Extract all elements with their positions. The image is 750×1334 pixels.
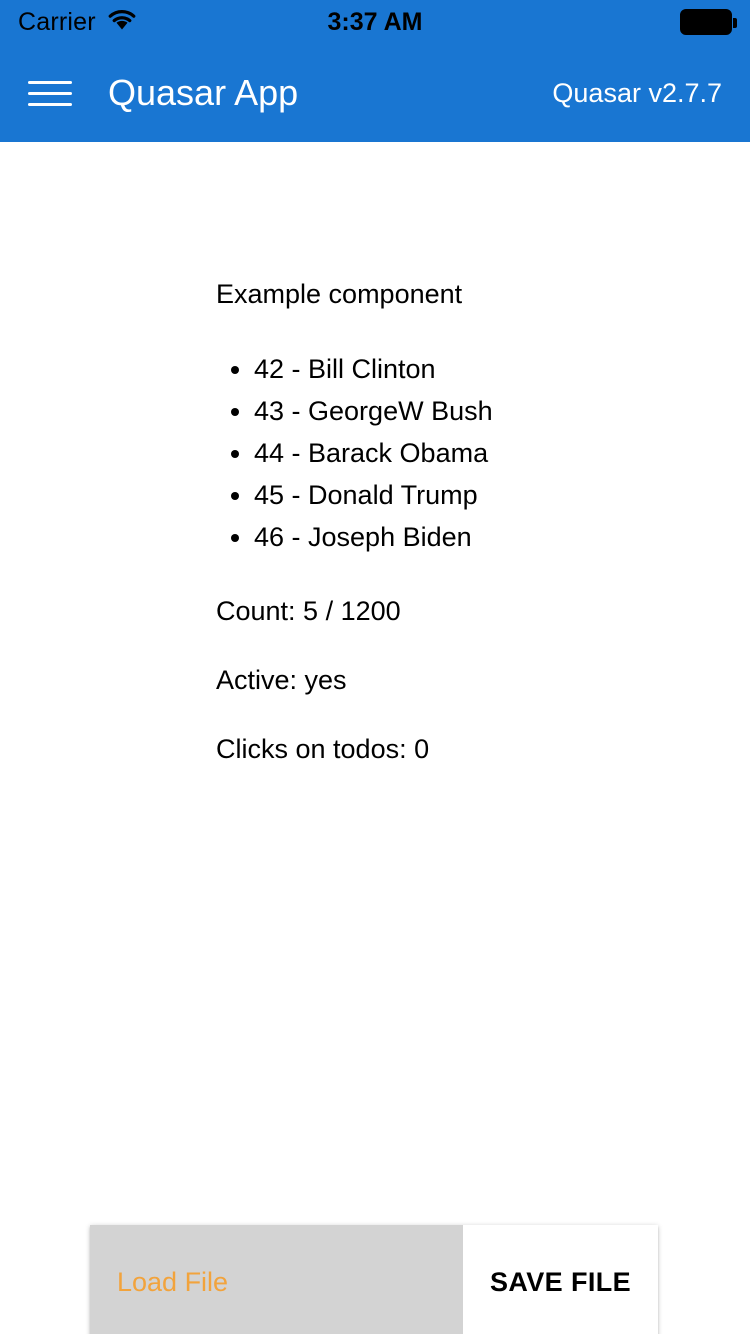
clicks-line: Clicks on todos: 0 bbox=[216, 734, 430, 765]
save-file-label: SAVE FILE bbox=[489, 1267, 632, 1297]
file-actions-row bbox=[90, 1225, 658, 1334]
status-bar-left bbox=[18, 8, 138, 37]
list-item: • 42 - Bill Clinton bbox=[254, 348, 493, 390]
battery-full-icon bbox=[680, 9, 732, 35]
load-file-field[interactable] bbox=[90, 1225, 463, 1334]
app-title: Quasar App bbox=[108, 72, 299, 113]
wifi-icon bbox=[106, 8, 138, 37]
menu-bar-3 bbox=[28, 103, 72, 106]
menu-bar-2 bbox=[28, 92, 72, 95]
version-label: Quasar v2.7.7 bbox=[552, 77, 722, 108]
example-title: Example component bbox=[216, 279, 463, 309]
example-component bbox=[216, 278, 493, 765]
hamburger-menu-icon[interactable] bbox=[28, 69, 76, 117]
list-item: • 45 - Donald Trump bbox=[254, 474, 493, 516]
save-file-button[interactable] bbox=[463, 1225, 658, 1334]
list-item: • 46 - Joseph Biden bbox=[254, 516, 493, 558]
menu-bar-1 bbox=[28, 81, 72, 84]
status-bar-time: 3:37 AM bbox=[327, 7, 423, 36]
carrier-label: Carrier bbox=[18, 7, 96, 36]
page-content bbox=[0, 142, 750, 1334]
status-bar-right bbox=[680, 9, 732, 35]
status-bar bbox=[0, 0, 750, 44]
active-line: Active: yes bbox=[216, 665, 347, 696]
people-list bbox=[216, 348, 493, 558]
load-file-label: Load File bbox=[117, 1267, 229, 1297]
list-item: • 43 - GeorgeW Bush bbox=[254, 390, 493, 432]
list-item: • 44 - Barack Obama bbox=[254, 432, 493, 474]
app-toolbar bbox=[0, 44, 750, 142]
count-line: Count: 5 / 1200 bbox=[216, 596, 401, 627]
